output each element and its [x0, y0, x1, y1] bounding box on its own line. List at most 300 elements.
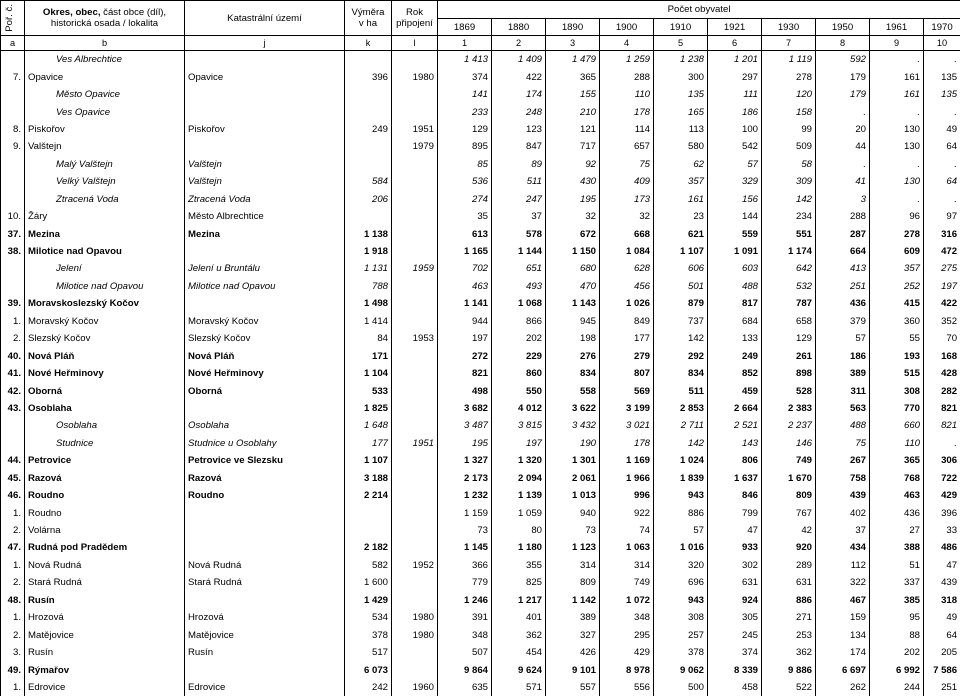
row-cadastral: Valštejn [185, 173, 345, 190]
row-population-value: 261 [762, 347, 816, 364]
row-population-value: 1 142 [546, 592, 600, 609]
row-population-value: 306 [924, 452, 960, 469]
row-population-value: 488 [708, 278, 762, 295]
row-population-value: 178 [600, 435, 654, 452]
row-population-value: 318 [924, 592, 960, 609]
row-cadastral: Osoblaha [185, 417, 345, 434]
row-cadastral [185, 592, 345, 609]
row-population-value: 174 [492, 86, 546, 103]
row-population-value: 267 [816, 452, 870, 469]
row-population-value: 300 [654, 68, 708, 85]
row-name: Roudno [25, 504, 185, 521]
row-population-value: 389 [816, 365, 870, 382]
row-name: Ves Opavice [25, 103, 185, 120]
row-number: 2. [1, 522, 25, 539]
row-year [392, 208, 438, 225]
header-area: Výměra v ha [345, 1, 392, 36]
row-population-value: 89 [492, 156, 546, 173]
row-population-value: 62 [654, 156, 708, 173]
row-year [392, 225, 438, 242]
row-population-value: 758 [816, 470, 870, 487]
column-index-cell: 10 [924, 36, 960, 51]
row-population-value: 563 [816, 400, 870, 417]
row-population-value: 233 [438, 103, 492, 120]
row-population-value: 41 [816, 173, 870, 190]
row-name: Jelení [25, 260, 185, 277]
row-population-value: 631 [708, 574, 762, 591]
row-area [345, 138, 392, 155]
row-population-value: 97 [924, 208, 960, 225]
row-population-value: 378 [654, 644, 708, 661]
row-cadastral: Stará Rudná [185, 574, 345, 591]
row-population-value: 852 [708, 365, 762, 382]
row-population-value: 329 [708, 173, 762, 190]
row-area: 533 [345, 382, 392, 399]
column-index-cell: l [392, 36, 438, 51]
row-population-value: 429 [600, 644, 654, 661]
header-population: Počet obyvatel [438, 1, 960, 19]
row-population-value: 389 [546, 609, 600, 626]
row-year: 1980 [392, 68, 438, 85]
row-cadastral: Nová Pláň [185, 347, 345, 364]
row-number: 1. [1, 504, 25, 521]
row-year [392, 644, 438, 661]
row-population-value: 362 [492, 626, 546, 643]
row-population-value: 430 [546, 173, 600, 190]
row-population-value: 385 [870, 592, 924, 609]
row-number: 41. [1, 365, 25, 382]
row-population-value: . [870, 103, 924, 120]
row-cadastral: Piskořov [185, 121, 345, 138]
row-area: 1 429 [345, 592, 392, 609]
row-population-value: 114 [600, 121, 654, 138]
row-population-value: 133 [708, 330, 762, 347]
row-area: 1 918 [345, 243, 392, 260]
row-population-value: 569 [600, 382, 654, 399]
row-population-value: 920 [762, 539, 816, 556]
row-population-value: 130 [870, 173, 924, 190]
row-population-value: 156 [708, 191, 762, 208]
row-population-value: 100 [708, 121, 762, 138]
row-population-value: 922 [600, 504, 654, 521]
row-population-value: 809 [762, 487, 816, 504]
row-year [392, 173, 438, 190]
row-cadastral: Rusín [185, 644, 345, 661]
row-population-value: 834 [546, 365, 600, 382]
row-population-value: 308 [870, 382, 924, 399]
table-row [1, 138, 960, 155]
row-population-value: 179 [816, 68, 870, 85]
row-population-value: 606 [654, 260, 708, 277]
row-cadastral: Roudno [185, 487, 345, 504]
row-population-value: 320 [654, 557, 708, 574]
row-name: Ztracená Voda [25, 191, 185, 208]
row-population-value: . [816, 156, 870, 173]
row-year [392, 86, 438, 103]
row-population-value: 262 [816, 679, 870, 696]
row-population-value: 362 [762, 644, 816, 661]
table-row [1, 400, 960, 417]
row-population-value: 355 [492, 557, 546, 574]
row-year [392, 592, 438, 609]
row-population-value: 202 [870, 644, 924, 661]
row-area: 6 073 [345, 661, 392, 678]
row-population-value: . [924, 103, 960, 120]
row-population-value: 37 [492, 208, 546, 225]
header-por: Poř. č. [1, 1, 25, 36]
row-population-value: 197 [492, 435, 546, 452]
row-area: 584 [345, 173, 392, 190]
row-population-value: 571 [492, 679, 546, 696]
row-population-value: 161 [870, 68, 924, 85]
row-population-value: 23 [654, 208, 708, 225]
row-area: 2 214 [345, 487, 392, 504]
row-population-value: 428 [924, 365, 960, 382]
row-population-value: 142 [654, 330, 708, 347]
row-number: 8. [1, 121, 25, 138]
row-population-value: 1 259 [600, 51, 654, 69]
header-year-1880: 1880 [492, 19, 546, 36]
row-population-value: 458 [708, 679, 762, 696]
row-population-value: 895 [438, 138, 492, 155]
row-population-value: 44 [816, 138, 870, 155]
row-population-value: 415 [870, 295, 924, 312]
row-population-value: 1 839 [654, 470, 708, 487]
row-population-value: 551 [762, 225, 816, 242]
row-population-value: 35 [438, 208, 492, 225]
row-population-value: 295 [600, 626, 654, 643]
table-row [1, 278, 960, 295]
header-year-1921: 1921 [708, 19, 762, 36]
row-population-value: 737 [654, 313, 708, 330]
row-area: 1 825 [345, 400, 392, 417]
row-year: 1979 [392, 138, 438, 155]
row-population-value: 302 [708, 557, 762, 574]
row-population-value: 130 [870, 121, 924, 138]
row-population-value: 99 [762, 121, 816, 138]
row-population-value: 1 072 [600, 592, 654, 609]
row-area: 582 [345, 557, 392, 574]
row-population-value: 190 [546, 435, 600, 452]
row-population-value: 396 [924, 504, 960, 521]
table-row [1, 417, 960, 434]
row-cadastral: Valštejn [185, 156, 345, 173]
row-population-value: 158 [762, 103, 816, 120]
row-population-value: 195 [438, 435, 492, 452]
row-population-value: 1 180 [492, 539, 546, 556]
row-cadastral: Město Albrechtice [185, 208, 345, 225]
row-population-value: 1 670 [762, 470, 816, 487]
row-population-value: 85 [438, 156, 492, 173]
row-population-value: 664 [816, 243, 870, 260]
row-population-value: 75 [816, 435, 870, 452]
row-population-value: 1 068 [492, 295, 546, 312]
table-row [1, 260, 960, 277]
row-population-value: 635 [438, 679, 492, 696]
row-population-value: 498 [438, 382, 492, 399]
table-row [1, 504, 960, 521]
row-population-value: 749 [600, 574, 654, 591]
row-population-value: 821 [438, 365, 492, 382]
row-population-value: 434 [816, 539, 870, 556]
row-year: 1980 [392, 626, 438, 643]
row-year [392, 347, 438, 364]
row-population-value: 327 [546, 626, 600, 643]
row-number: 2. [1, 626, 25, 643]
row-population-value: 642 [762, 260, 816, 277]
row-population-value: 197 [924, 278, 960, 295]
row-population-value: 459 [708, 382, 762, 399]
row-population-value: 365 [546, 68, 600, 85]
row-name: Rusín [25, 644, 185, 661]
row-population-value: 996 [600, 487, 654, 504]
row-population-value: 365 [870, 452, 924, 469]
row-population-value: 488 [816, 417, 870, 434]
column-index-cell: 7 [762, 36, 816, 51]
row-population-value: 388 [870, 539, 924, 556]
row-number: 48. [1, 592, 25, 609]
row-population-value: 528 [762, 382, 816, 399]
row-area: 1 138 [345, 225, 392, 242]
row-population-value: 511 [654, 382, 708, 399]
row-population-value: 660 [870, 417, 924, 434]
row-population-value: 32 [546, 208, 600, 225]
row-population-value: 1 150 [546, 243, 600, 260]
row-year [392, 365, 438, 382]
row-area: 396 [345, 68, 392, 85]
row-population-value: 578 [492, 225, 546, 242]
row-cadastral: Milotice nad Opavou [185, 278, 345, 295]
row-area: 1 104 [345, 365, 392, 382]
row-area: 517 [345, 644, 392, 661]
row-cadastral: Opavice [185, 68, 345, 85]
row-population-value: 1 409 [492, 51, 546, 69]
row-population-value: 940 [546, 504, 600, 521]
row-area: 1 131 [345, 260, 392, 277]
row-population-value: 37 [816, 522, 870, 539]
row-population-value: 933 [708, 539, 762, 556]
column-index-cell: 2 [492, 36, 546, 51]
row-population-value: 123 [492, 121, 546, 138]
row-population-value: . [924, 435, 960, 452]
row-population-value: 111 [708, 86, 762, 103]
row-population-value: 628 [600, 260, 654, 277]
table-row [1, 347, 960, 364]
row-number [1, 103, 25, 120]
row-population-value: 47 [708, 522, 762, 539]
row-population-value: . [924, 191, 960, 208]
row-population-value: 275 [924, 260, 960, 277]
row-number: 45. [1, 470, 25, 487]
row-population-value: 3 199 [600, 400, 654, 417]
row-population-value: 501 [654, 278, 708, 295]
row-population-value: 174 [816, 644, 870, 661]
table-row [1, 330, 960, 347]
row-cadastral: Nová Rudná [185, 557, 345, 574]
row-population-value: 130 [870, 138, 924, 155]
row-population-value: 944 [438, 313, 492, 330]
row-population-value: 2 173 [438, 470, 492, 487]
row-population-value: 9 624 [492, 661, 546, 678]
row-population-value: 821 [924, 400, 960, 417]
row-population-value: 454 [492, 644, 546, 661]
row-year [392, 103, 438, 120]
row-population-value: 603 [708, 260, 762, 277]
row-area [345, 504, 392, 521]
row-population-value: 80 [492, 522, 546, 539]
row-year [392, 313, 438, 330]
row-population-value: 1 246 [438, 592, 492, 609]
table-row [1, 313, 960, 330]
row-population-value: 722 [924, 470, 960, 487]
row-population-value: 135 [924, 86, 960, 103]
row-population-value: 542 [708, 138, 762, 155]
row-name: Nové Heřminovy [25, 365, 185, 382]
row-number: 1. [1, 313, 25, 330]
row-population-value: 1 084 [600, 243, 654, 260]
row-population-value: 1 141 [438, 295, 492, 312]
table-row [1, 609, 960, 626]
row-population-value: 309 [762, 173, 816, 190]
row-name: Rudná pod Pradědem [25, 539, 185, 556]
row-population-value: 2 061 [546, 470, 600, 487]
row-name: Rusín [25, 592, 185, 609]
row-population-value: 308 [654, 609, 708, 626]
header-year-1900: 1900 [600, 19, 654, 36]
row-cadastral: Petrovice ve Slezsku [185, 452, 345, 469]
row-population-value: 860 [492, 365, 546, 382]
row-cadastral: Oborná [185, 382, 345, 399]
row-area: 206 [345, 191, 392, 208]
row-population-value: 9 062 [654, 661, 708, 678]
row-area: 1 414 [345, 313, 392, 330]
row-population-value: 439 [924, 574, 960, 591]
row-population-value: 193 [870, 347, 924, 364]
row-population-value: 821 [924, 417, 960, 434]
row-population-value: 1 013 [546, 487, 600, 504]
row-population-value: 409 [600, 173, 654, 190]
row-population-value: 288 [600, 68, 654, 85]
row-cadastral: Nové Heřminovy [185, 365, 345, 382]
table-row [1, 191, 960, 208]
row-population-value: 684 [708, 313, 762, 330]
row-population-value: 57 [654, 522, 708, 539]
row-cadastral: Hrozová [185, 609, 345, 626]
row-year: 1951 [392, 121, 438, 138]
row-population-value: 680 [546, 260, 600, 277]
row-population-value: 1 966 [600, 470, 654, 487]
row-population-value: 249 [708, 347, 762, 364]
row-population-value: 672 [546, 225, 600, 242]
row-number: 2. [1, 330, 25, 347]
row-area [345, 208, 392, 225]
row-area: 378 [345, 626, 392, 643]
row-name: Stará Rudná [25, 574, 185, 591]
row-population-value: 799 [708, 504, 762, 521]
row-population-value: 202 [492, 330, 546, 347]
row-population-value: 1 145 [438, 539, 492, 556]
row-area: 534 [345, 609, 392, 626]
row-population-value: 817 [708, 295, 762, 312]
column-index-cell: k [345, 36, 392, 51]
row-population-value: 609 [870, 243, 924, 260]
row-population-value: 806 [708, 452, 762, 469]
row-number: 49. [1, 661, 25, 678]
row-population-value: 702 [438, 260, 492, 277]
row-population-value: 486 [924, 539, 960, 556]
row-number: 38. [1, 243, 25, 260]
row-name: Velký Valštejn [25, 173, 185, 190]
row-population-value: 278 [870, 225, 924, 242]
row-population-value: 886 [762, 592, 816, 609]
row-year [392, 522, 438, 539]
row-population-value: 32 [600, 208, 654, 225]
row-name: Valštejn [25, 138, 185, 155]
row-population-value: 245 [708, 626, 762, 643]
header-name: Okres, obec, část obce (díl), historická osada / lokalita [25, 1, 185, 36]
row-number: 1. [1, 679, 25, 696]
row-population-value: 886 [654, 504, 708, 521]
row-population-value: 155 [546, 86, 600, 103]
table-row [1, 225, 960, 242]
row-population-value: 9 886 [762, 661, 816, 678]
row-population-value: 1 301 [546, 452, 600, 469]
row-population-value: 1 123 [546, 539, 600, 556]
row-number: 10. [1, 208, 25, 225]
table-row [1, 574, 960, 591]
row-population-value: 96 [870, 208, 924, 225]
column-index-cell: 3 [546, 36, 600, 51]
row-population-value: 945 [546, 313, 600, 330]
table-row [1, 679, 960, 696]
row-population-value: 287 [816, 225, 870, 242]
row-population-value: 770 [870, 400, 924, 417]
row-population-value: 668 [600, 225, 654, 242]
row-population-value: 134 [816, 626, 870, 643]
row-population-value: 195 [546, 191, 600, 208]
row-name: Roudno [25, 487, 185, 504]
header-year-1970: 1970 [924, 19, 960, 36]
row-population-value: 779 [438, 574, 492, 591]
row-year [392, 539, 438, 556]
row-population-value: 4 012 [492, 400, 546, 417]
row-number [1, 156, 25, 173]
row-cadastral: Moravský Kočov [185, 313, 345, 330]
row-population-value: 1 144 [492, 243, 546, 260]
row-population-value: 337 [870, 574, 924, 591]
row-population-value: 493 [492, 278, 546, 295]
row-population-value: 248 [492, 103, 546, 120]
row-name: Oborná [25, 382, 185, 399]
row-population-value: 429 [924, 487, 960, 504]
row-population-value: 292 [654, 347, 708, 364]
row-population-value: 27 [870, 522, 924, 539]
column-index-row [1, 36, 960, 51]
row-population-value: 129 [762, 330, 816, 347]
row-population-value: 2 664 [708, 400, 762, 417]
row-year: 1951 [392, 435, 438, 452]
row-population-value: 3 682 [438, 400, 492, 417]
row-population-value: 2 853 [654, 400, 708, 417]
row-cadastral: Jelení u Bruntálu [185, 260, 345, 277]
row-number: 9. [1, 138, 25, 155]
header-year-1890: 1890 [546, 19, 600, 36]
row-population-value: 879 [654, 295, 708, 312]
row-population-value: 463 [438, 278, 492, 295]
row-population-value: 1 217 [492, 592, 546, 609]
row-population-value: 556 [600, 679, 654, 696]
row-cadastral: Mezina [185, 225, 345, 242]
